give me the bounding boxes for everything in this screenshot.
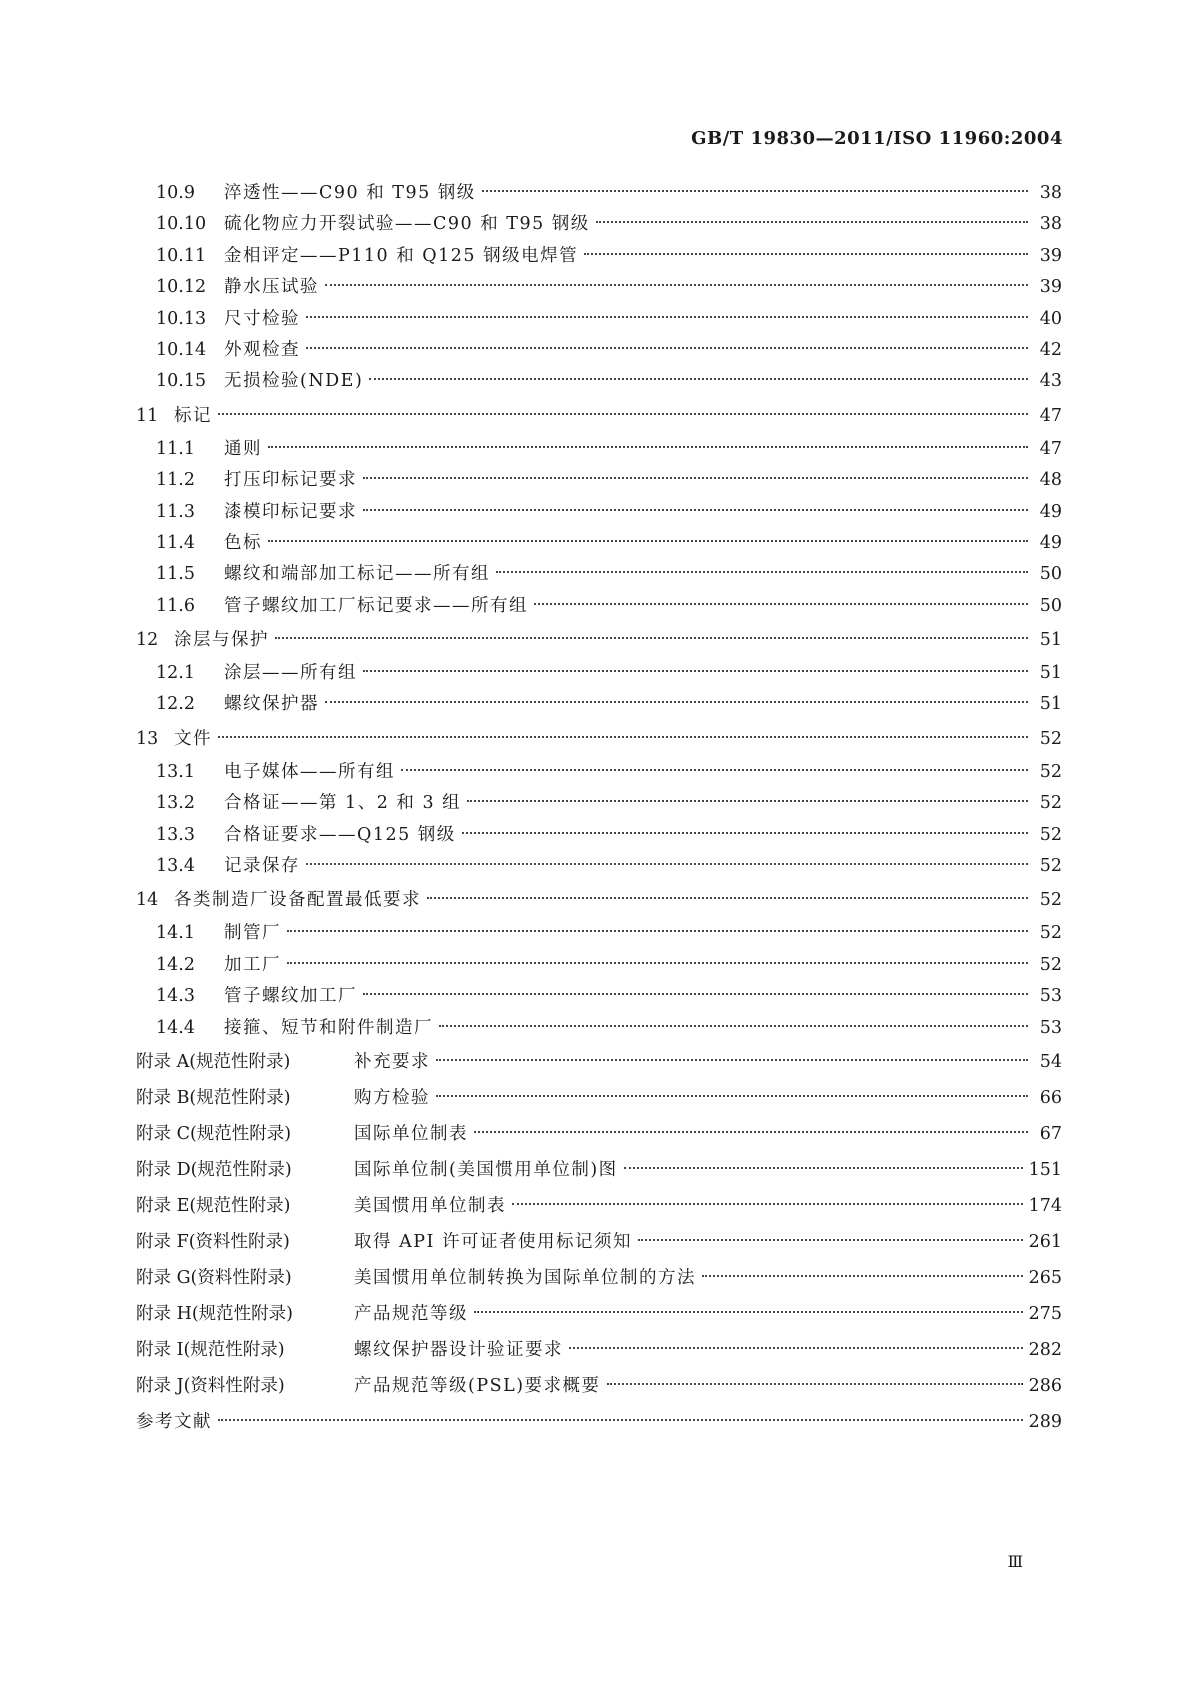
toc-entry[interactable] [136, 559, 1062, 590]
toc-entry[interactable] [136, 1152, 1062, 1188]
toc-entry-title: 色标 [224, 532, 262, 553]
toc-entry-page: 52 [1039, 728, 1062, 749]
toc-entry-page: 289 [1028, 1411, 1062, 1432]
toc-entry-number: 14.1 [156, 923, 195, 944]
dot-leader [401, 768, 1028, 771]
toc-entry-page: 51 [1039, 630, 1062, 651]
dot-leader [306, 862, 1028, 865]
toc-entry-number: 11.3 [156, 501, 195, 522]
dot-leader [218, 1418, 1023, 1421]
toc-entry[interactable] [136, 272, 1062, 303]
toc-entry-page: 261 [1028, 1231, 1062, 1252]
toc-entry[interactable] [136, 1116, 1062, 1152]
toc-entry-page: 38 [1039, 214, 1062, 235]
toc-entry-title: 产品规范等级(PSL)要求概要 [354, 1375, 601, 1396]
toc-entry-page: 49 [1039, 501, 1062, 522]
toc-entry[interactable] [136, 658, 1062, 689]
toc-entry-page: 51 [1039, 663, 1062, 684]
toc-entry-page: 42 [1039, 339, 1062, 360]
dot-leader [482, 189, 1028, 192]
toc-entry-title: 管子螺纹加工厂标记要求——所有组 [224, 595, 528, 616]
toc-entry-title: 合格证要求——Q125 钢级 [224, 824, 456, 845]
toc-entry[interactable] [136, 591, 1062, 622]
standard-code-header: GB/T 19830—2011/ISO 11960:2004 [691, 128, 1063, 149]
toc-entry-page: 67 [1039, 1123, 1062, 1144]
dot-leader [607, 1382, 1023, 1385]
toc-entry-title: 金相评定——P110 和 Q125 钢级电焊管 [224, 245, 579, 266]
toc-entry-title: 参考文献 [136, 1411, 212, 1432]
toc-entry-number: 13.1 [156, 761, 195, 782]
dot-leader [474, 1130, 1028, 1133]
toc-entry-number: 13.4 [156, 856, 195, 877]
toc-entry-number: 14.2 [156, 954, 195, 975]
toc-entry-title: 螺纹保护器 [224, 694, 319, 715]
dot-leader [624, 1166, 1023, 1169]
toc-entry-title: 淬透性——C90 和 T95 钢级 [224, 183, 476, 203]
dot-leader [467, 799, 1028, 802]
toc-entry-number: 附录 E(规范性附录) [136, 1195, 291, 1216]
toc-entry[interactable] [136, 1404, 1062, 1440]
toc-entry-page: 39 [1039, 277, 1062, 298]
toc-entry-page: 52 [1039, 923, 1062, 944]
toc-entry[interactable] [136, 820, 1062, 851]
toc-entry-number: 附录 J(资料性附录) [136, 1375, 285, 1396]
toc-entry-title: 购方检验 [354, 1087, 430, 1108]
dot-leader [512, 1202, 1023, 1205]
toc-entry-number: 11.4 [156, 532, 195, 553]
dot-leader [439, 1024, 1028, 1027]
dot-leader [325, 700, 1028, 703]
toc-entry-page: 52 [1039, 954, 1062, 975]
toc-entry[interactable] [136, 689, 1062, 720]
toc-entry-page: 48 [1039, 470, 1062, 491]
toc-entry[interactable] [136, 1224, 1062, 1260]
toc-entry-page: 275 [1028, 1303, 1062, 1324]
toc-entry-page: 174 [1028, 1195, 1062, 1216]
toc-entry[interactable] [136, 528, 1062, 559]
toc-entry-page: 53 [1039, 986, 1062, 1007]
toc-entry-number: 13.2 [156, 793, 195, 814]
toc-entry-title: 电子媒体——所有组 [224, 761, 395, 782]
dot-leader [436, 1094, 1028, 1097]
dot-leader [218, 735, 1028, 738]
toc-entry[interactable] [136, 757, 1062, 788]
toc-entry-title: 各类制造厂设备配置最低要求 [174, 890, 421, 911]
dot-leader [496, 570, 1028, 573]
toc-entry[interactable] [136, 882, 1062, 918]
toc-entry-number: 11.1 [156, 438, 195, 459]
toc-entry-title: 国际单位制(美国惯用单位制)图 [354, 1159, 618, 1180]
page-number: Ⅲ [1007, 1552, 1023, 1571]
toc-entry-page: 47 [1039, 405, 1062, 426]
toc-entry[interactable] [136, 1296, 1062, 1332]
toc-entry-page: 66 [1039, 1087, 1062, 1108]
toc-entry-page: 49 [1039, 532, 1062, 553]
dot-leader [306, 346, 1028, 349]
toc-entry-number: 10.15 [156, 371, 207, 392]
toc-entry-number: 13 [136, 728, 159, 749]
dot-leader [436, 1058, 1028, 1061]
dot-leader [287, 929, 1028, 932]
toc-entry-page: 39 [1039, 245, 1062, 266]
toc-entry-number: 13.3 [156, 824, 195, 845]
dot-leader [638, 1238, 1023, 1241]
toc-entry-number: 14.3 [156, 986, 195, 1007]
toc-entry[interactable] [136, 1368, 1062, 1404]
dot-leader [268, 445, 1028, 448]
dot-leader [218, 412, 1028, 415]
toc-entry-title: 涂层——所有组 [224, 663, 357, 684]
dot-leader [427, 896, 1028, 899]
toc-entry-page: 54 [1039, 1051, 1062, 1072]
toc-entry-title: 取得 API 许可证者使用标记须知 [354, 1231, 632, 1252]
dot-leader [363, 992, 1028, 995]
toc-entry-page: 282 [1028, 1339, 1062, 1360]
toc-entry-title: 尺寸检验 [224, 308, 300, 329]
toc-entry-page: 151 [1028, 1159, 1062, 1180]
toc-entry-title: 补充要求 [354, 1051, 430, 1072]
dot-leader [596, 220, 1028, 223]
toc-entry-number: 11.6 [156, 595, 195, 616]
toc-entry-title: 国际单位制表 [354, 1123, 468, 1144]
toc-entry[interactable] [136, 1332, 1062, 1368]
dot-leader [462, 831, 1028, 834]
toc-entry-title: 硫化物应力开裂试验——C90 和 T95 钢级 [224, 214, 590, 235]
toc-entry[interactable] [136, 788, 1062, 819]
toc-entry[interactable] [136, 622, 1062, 658]
dot-leader [702, 1274, 1023, 1277]
toc-entry-page: 43 [1039, 371, 1062, 392]
toc-entry-title: 美国惯用单位制表 [354, 1195, 506, 1216]
dot-leader [287, 961, 1028, 964]
toc-entry[interactable] [136, 241, 1062, 272]
toc-entry[interactable] [136, 304, 1062, 335]
toc-entry-page: 50 [1039, 564, 1062, 585]
toc-entry-number: 10.11 [156, 245, 207, 266]
table-of-contents [136, 178, 1062, 1440]
toc-entry-number: 附录 C(规范性附录) [136, 1123, 292, 1144]
toc-entry-page: 52 [1039, 761, 1062, 782]
toc-entry[interactable] [136, 918, 1062, 949]
toc-entry-number: 10.14 [156, 339, 207, 360]
dot-leader [306, 315, 1028, 318]
toc-entry-number: 附录 A(规范性附录) [136, 1051, 291, 1072]
toc-entry-number: 附录 B(规范性附录) [136, 1087, 291, 1108]
toc-entry-number: 11.2 [156, 470, 195, 491]
toc-entry-number: 11 [136, 405, 159, 426]
toc-entry-number: 12 [136, 630, 159, 651]
toc-entry-number: 附录 H(规范性附录) [136, 1303, 293, 1324]
toc-entry-title: 无损检验(NDE) [224, 371, 364, 392]
toc-entry[interactable] [136, 1044, 1062, 1080]
toc-entry-page: 53 [1039, 1017, 1062, 1038]
toc-entry[interactable] [136, 366, 1062, 397]
toc-entry-number: 10.10 [156, 214, 207, 235]
toc-entry[interactable] [136, 497, 1062, 528]
dot-leader [369, 377, 1028, 380]
toc-entry-page: 40 [1039, 308, 1062, 329]
toc-entry-number: 12.1 [156, 663, 195, 684]
toc-entry-page: 286 [1028, 1375, 1062, 1396]
toc-entry-title: 外观检查 [224, 339, 300, 360]
toc-entry-title: 合格证——第 1、2 和 3 组 [224, 793, 462, 814]
toc-entry-page: 265 [1028, 1267, 1062, 1288]
dot-leader [569, 1346, 1023, 1349]
toc-entry-number: 附录 F(资料性附录) [136, 1231, 290, 1252]
toc-entry-page: 52 [1039, 824, 1062, 845]
toc-entry-title: 产品规范等级 [354, 1303, 468, 1324]
toc-entry-number: 10.9 [156, 183, 195, 203]
toc-entry[interactable] [136, 398, 1062, 434]
toc-entry-number: 附录 D(规范性附录) [136, 1159, 292, 1180]
dot-leader [363, 508, 1028, 511]
dot-leader [363, 476, 1028, 479]
toc-entry[interactable] [136, 981, 1062, 1012]
toc-entry-title: 标记 [174, 405, 212, 426]
toc-entry-page: 52 [1039, 856, 1062, 877]
toc-entry[interactable] [136, 950, 1062, 981]
toc-entry[interactable] [136, 335, 1062, 366]
dot-leader [474, 1310, 1023, 1313]
toc-entry[interactable] [136, 434, 1062, 465]
toc-entry-title: 螺纹保护器设计验证要求 [354, 1339, 563, 1360]
toc-entry-page: 38 [1039, 183, 1062, 203]
toc-entry-title: 接箍、短节和附件制造厂 [224, 1017, 433, 1038]
toc-entry-page: 51 [1039, 694, 1062, 715]
toc-entry-title: 打压印标记要求 [224, 470, 357, 491]
toc-entry[interactable] [136, 721, 1062, 757]
toc-entry[interactable] [136, 178, 1062, 209]
toc-entry-title: 管子螺纹加工厂 [224, 986, 357, 1007]
toc-entry-number: 14 [136, 890, 159, 911]
toc-entry-number: 附录 I(规范性附录) [136, 1339, 285, 1360]
toc-entry-page: 47 [1039, 438, 1062, 459]
toc-entry[interactable] [136, 851, 1062, 882]
dot-leader [325, 283, 1028, 286]
toc-entry-number: 附录 G(资料性附录) [136, 1267, 292, 1288]
dot-leader [534, 602, 1028, 605]
toc-entry-number: 11.5 [156, 564, 195, 585]
toc-entry-number: 14.4 [156, 1017, 195, 1038]
toc-entry[interactable] [136, 465, 1062, 496]
toc-entry-number: 12.2 [156, 694, 195, 715]
toc-entry-title: 螺纹和端部加工标记——所有组 [224, 564, 490, 585]
toc-entry-title: 加工厂 [224, 954, 281, 975]
toc-entry-page: 52 [1039, 890, 1062, 911]
toc-entry-title: 通则 [224, 438, 262, 459]
toc-entry-title: 漆模印标记要求 [224, 501, 357, 522]
toc-entry-page: 50 [1039, 595, 1062, 616]
dot-leader [268, 539, 1028, 542]
dot-leader [275, 636, 1028, 639]
toc-entry[interactable] [136, 209, 1062, 240]
toc-entry-title: 涂层与保护 [174, 630, 269, 651]
dot-leader [584, 252, 1028, 255]
toc-entry-number: 10.12 [156, 277, 207, 298]
toc-entry-title: 静水压试验 [224, 277, 319, 298]
toc-entry[interactable] [136, 1188, 1062, 1224]
toc-entry-title: 文件 [174, 728, 212, 749]
toc-entry[interactable] [136, 1080, 1062, 1116]
toc-entry-number: 10.13 [156, 308, 207, 329]
toc-entry-title: 记录保存 [224, 856, 300, 877]
toc-entry-page: 52 [1039, 793, 1062, 814]
toc-entry-title: 美国惯用单位制转换为国际单位制的方法 [354, 1267, 696, 1288]
toc-entry[interactable] [136, 1260, 1062, 1296]
toc-entry[interactable] [136, 1013, 1062, 1044]
toc-entry-title: 制管厂 [224, 923, 281, 944]
dot-leader [363, 669, 1028, 672]
